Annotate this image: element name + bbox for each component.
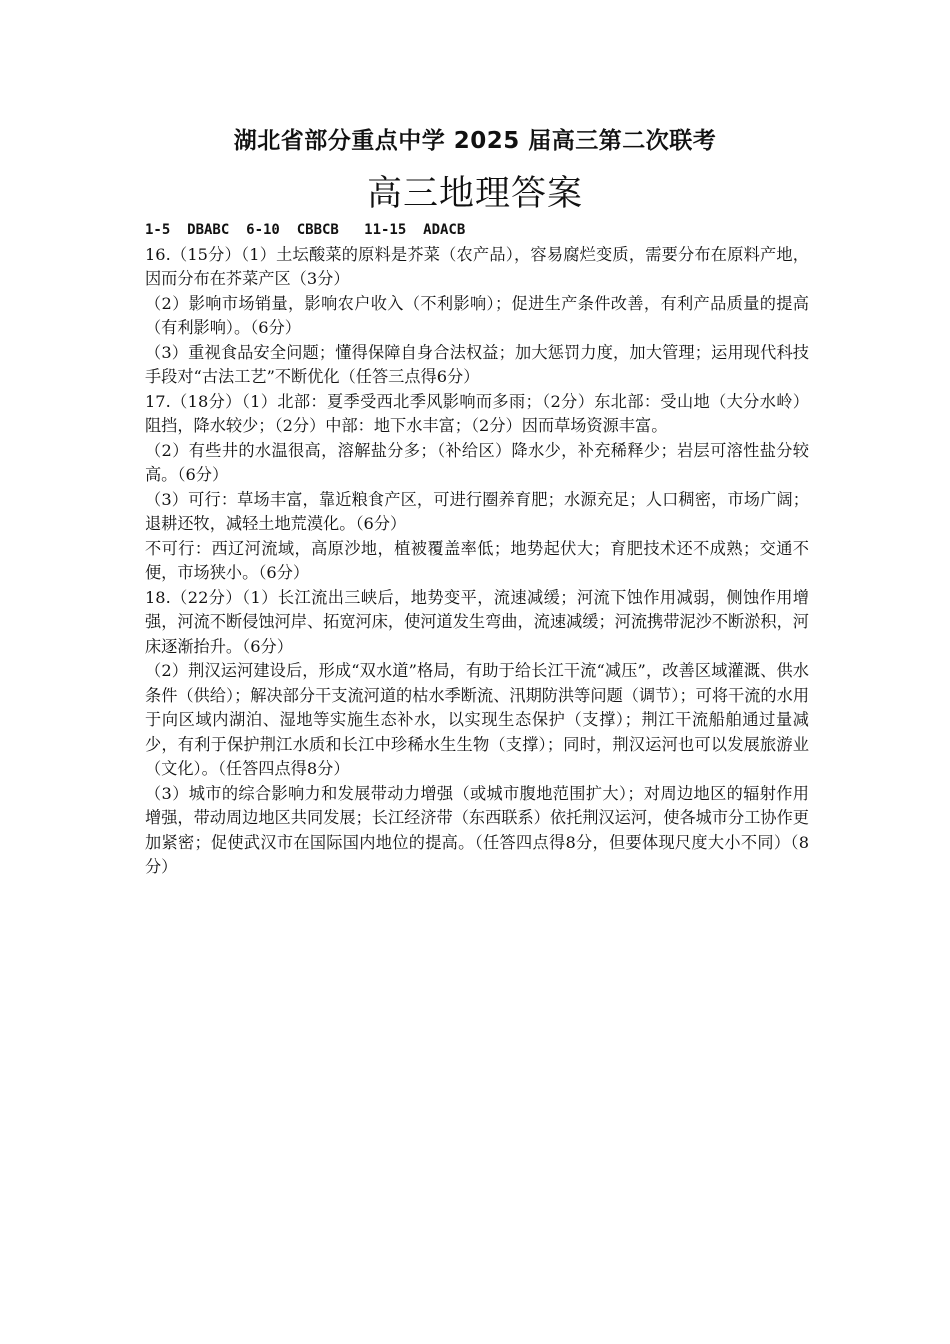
q16-part2: （2）影响市场销量，影响农户收入（不利影响）；促进生产条件改善，有利产品质量的提高（有利影响）。（6分）	[145, 293, 809, 337]
q16-part1: 16.（15分）（1）土坛酸菜的原料是芥菜（农产品），容易腐烂变质，需要分布在原料产地，因而分布在芥菜产区（3分）	[145, 244, 809, 288]
q16-part3: （3）重视食品安全问题；懂得保障自身合法权益；加大惩罚力度，加大管理；运用现代科技手段对“古法工艺”不断优化（任答三点得6分）	[145, 342, 809, 386]
q18-part3: （3）城市的综合影响力和发展带动力增强（或城市腹地范围扩大）；对周边地区的辐射作用增强，带动周边地区共同发展；长江经济带（东西联系）依托荆汉运河，使各城市分工协作更加紧密；促使武汉市在国际国内地位的提高。（任答四点得8分，但要体现尺度大小不同）（8分）	[145, 783, 809, 876]
q18-part1: 18.（22分）（1）长江流出三峡后，地势变平，流速减缓；河流下蚀作用减弱，侧蚀作用增强，河流不断侵蚀河岸、拓宽河床，使河道发生弯曲，流速减缓；河流携带泥沙不断淤积，河床逐渐抬升。（6分）	[145, 587, 809, 656]
q17-part1: 17.（18分）（1）北部：夏季受西北季风影响而多雨；（2分）东北部：受山地（大分水岭）阻挡，降水较少；（2分）中部：地下水丰富；（2分）因而草场资源丰富。	[145, 391, 809, 435]
answer-subtitle: 高三地理答案	[366, 174, 583, 214]
q17-part2: （2）有些井的水温很高，溶解盐分多；（补给区）降水少，补充稀释少；岩层可溶性盐分较高。（6分）	[145, 440, 809, 484]
q17-part3-feasible: （3）可行：草场丰富，靠近粮食产区，可进行圈养育肥；水源充足；人口稠密，市场广阔；退耕还牧，减轻土地荒漠化。（6分）	[145, 489, 809, 533]
multiple-choice-answers: 1-5 DBABC 6-10 CBBCB 11-15 ADACB	[145, 222, 466, 238]
exam-title: 湖北省部分重点中学 2025 届高三第二次联考	[233, 128, 717, 154]
q17-part3-infeasible: 不可行：西辽河流域，高原沙地，植被覆盖率低；地势起伏大；育肥技术还不成熟；交通不便，市场狭小。（6分）	[145, 538, 809, 582]
q18-part2: （2）荆汉运河建设后，形成“双水道”格局，有助于给长江干流“减压”，改善区域灌溉、供水条件（供给）；解决部分干支流河道的枯水季断流、汛期防洪等问题（调节）；可将干流的水用于向区域内湖泊、湿地等实施生态补水，以实现生态保护（支撑）；荆江干流船舶通过量减少，有利于保护荆江水质和长江中珍稀水生生物（支撑）；同时，荆汉运河也可以发展旅游业（文化）。（任答四点得8分）	[145, 661, 809, 778]
answer-content	[145, 218, 809, 880]
